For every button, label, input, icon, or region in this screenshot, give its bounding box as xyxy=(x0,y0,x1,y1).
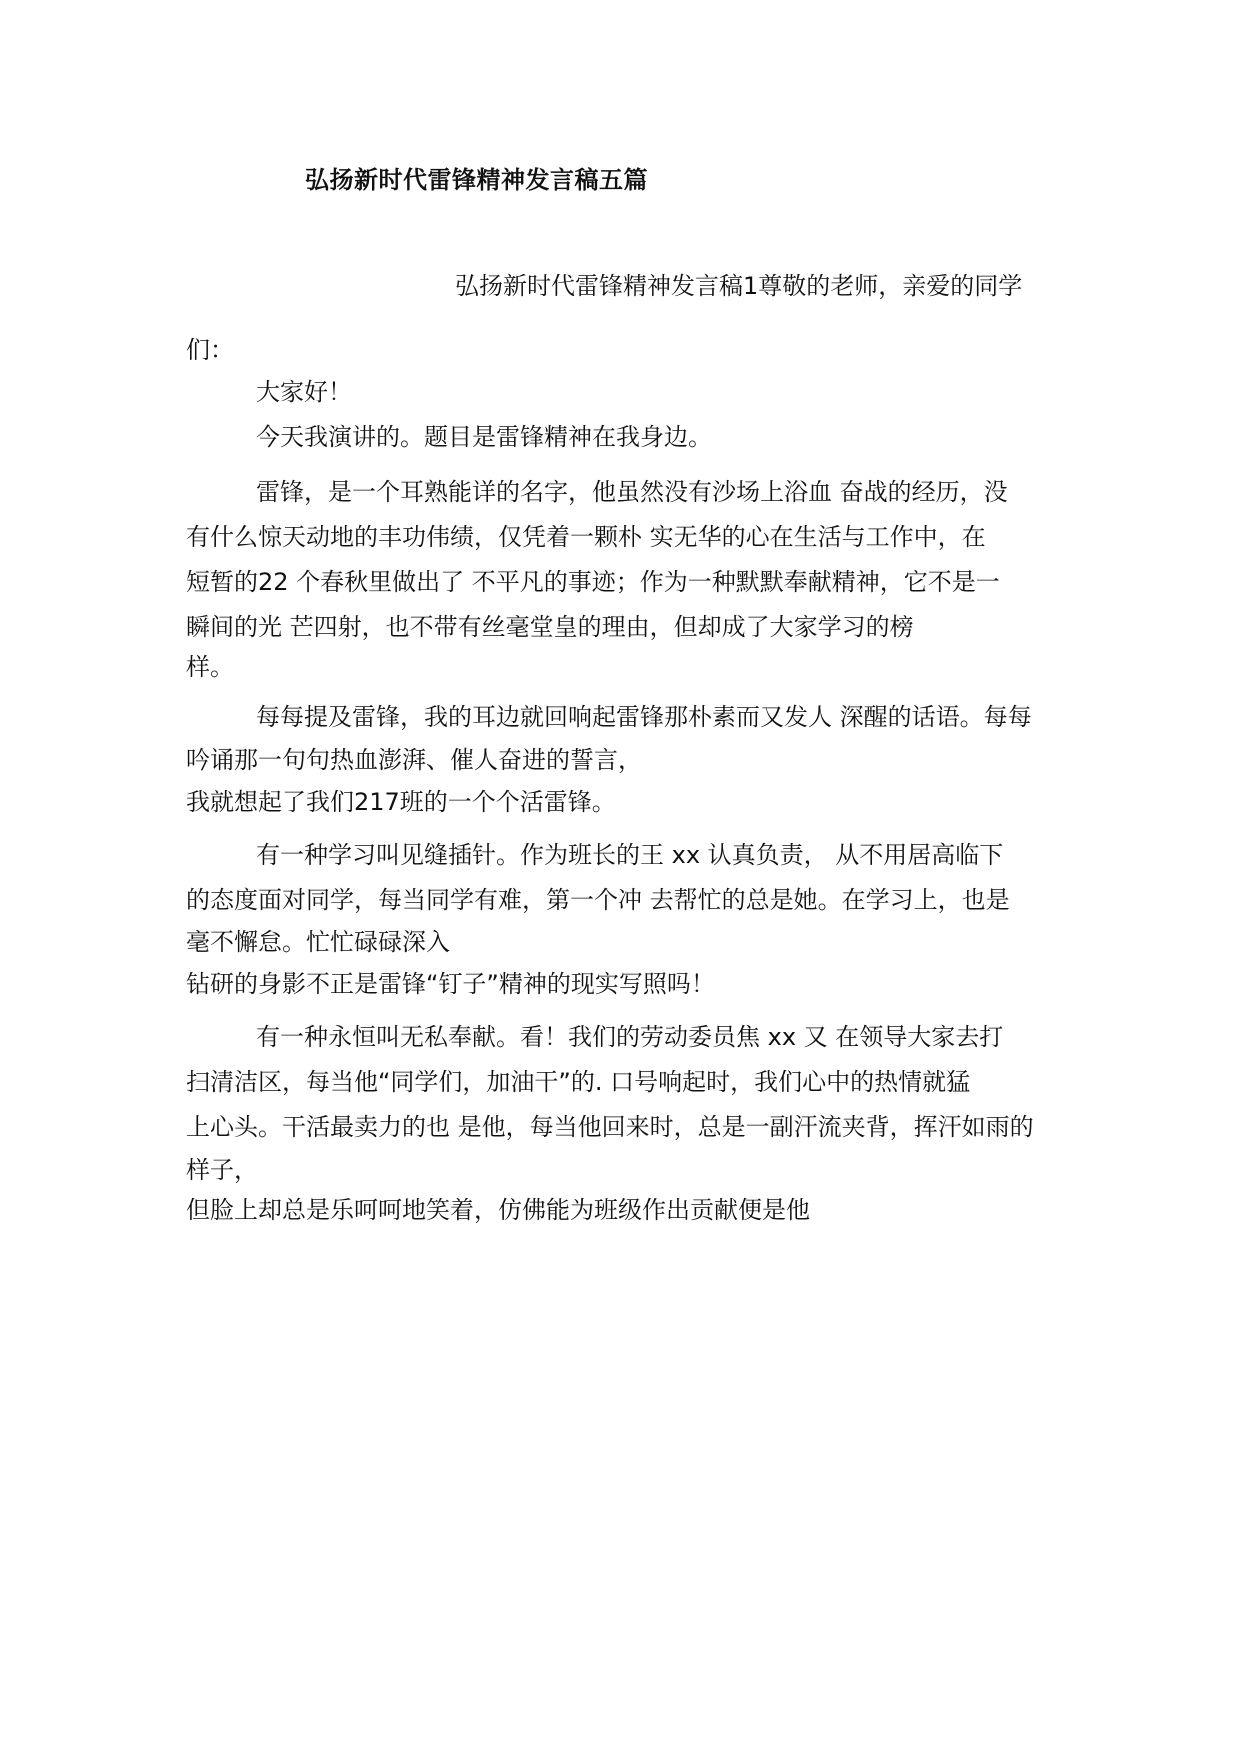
paragraph-line: 有一种学习叫见缝插针。作为班长的王 xx 认真负责， 从不用居高临下 xyxy=(256,841,1004,869)
document-title: 弘扬新时代雷锋精神发言稿五篇 xyxy=(305,166,648,194)
paragraph-line: 有一种永恒叫无私奉献。看！我们的劳动委员焦 xx 又 在领导大家去打 xyxy=(256,1023,1004,1051)
paragraph-line: 短暂的22 个春秋里做出了 不平凡的事迹；作为一种默默奉献精神，它不是一 xyxy=(186,568,1000,596)
paragraph-line: 大家好！ xyxy=(256,378,352,406)
paragraph-line: 钻研的身影不正是雷锋“钉子”精神的现实写照吗！ xyxy=(186,970,715,998)
paragraph-line: 扫清洁区，每当他“同学们，加油干”的. 口号响起时，我们心中的热情就猛 xyxy=(186,1068,971,1096)
paragraph-line: 上心头。干活最卖力的也 是他，每当他回来时，总是一副汗流夹背，挥汗如雨的 xyxy=(186,1113,1034,1141)
paragraph-line: 吟诵那一句句热血澎湃、催人奋进的誓言， xyxy=(186,746,642,774)
subtitle-line-2: 们： xyxy=(186,336,234,364)
paragraph-line: 但脸上却总是乐呵呵地笑着，仿佛能为班级作出贡献便是他 xyxy=(186,1196,810,1224)
paragraph-line: 雷锋，是一个耳熟能详的名字，他虽然没有沙场上浴血 奋战的经历，没 xyxy=(256,478,1008,506)
subtitle-line-1: 弘扬新时代雷锋精神发言稿1尊敬的老师，亲爱的同学 xyxy=(455,272,1023,300)
paragraph-line: 我就想起了我们217班的一个个活雷锋。 xyxy=(186,788,616,816)
paragraph-line: 瞬间的光 芒四射，也不带有丝毫堂皇的理由，但却成了大家学习的榜 xyxy=(186,613,914,641)
paragraph-line: 样子， xyxy=(186,1156,258,1184)
paragraph-line: 毫不懈怠。忙忙碌碌深入 xyxy=(186,928,450,956)
paragraph-line: 有什么惊天动地的丰功伟绩，仅凭着一颗朴 实无华的心在生活与工作中，在 xyxy=(186,523,986,551)
paragraph-line: 的态度面对同学，每当同学有难，第一个冲 去帮忙的总是她。在学习上，也是 xyxy=(186,886,1010,914)
paragraph-line: 样。 xyxy=(186,653,234,681)
paragraph-line: 今天我演讲的。题目是雷锋精神在我身边。 xyxy=(256,423,712,451)
paragraph-line: 每每提及雷锋，我的耳边就回响起雷锋那朴素而又发人 深醒的话语。每每 xyxy=(256,703,1032,731)
